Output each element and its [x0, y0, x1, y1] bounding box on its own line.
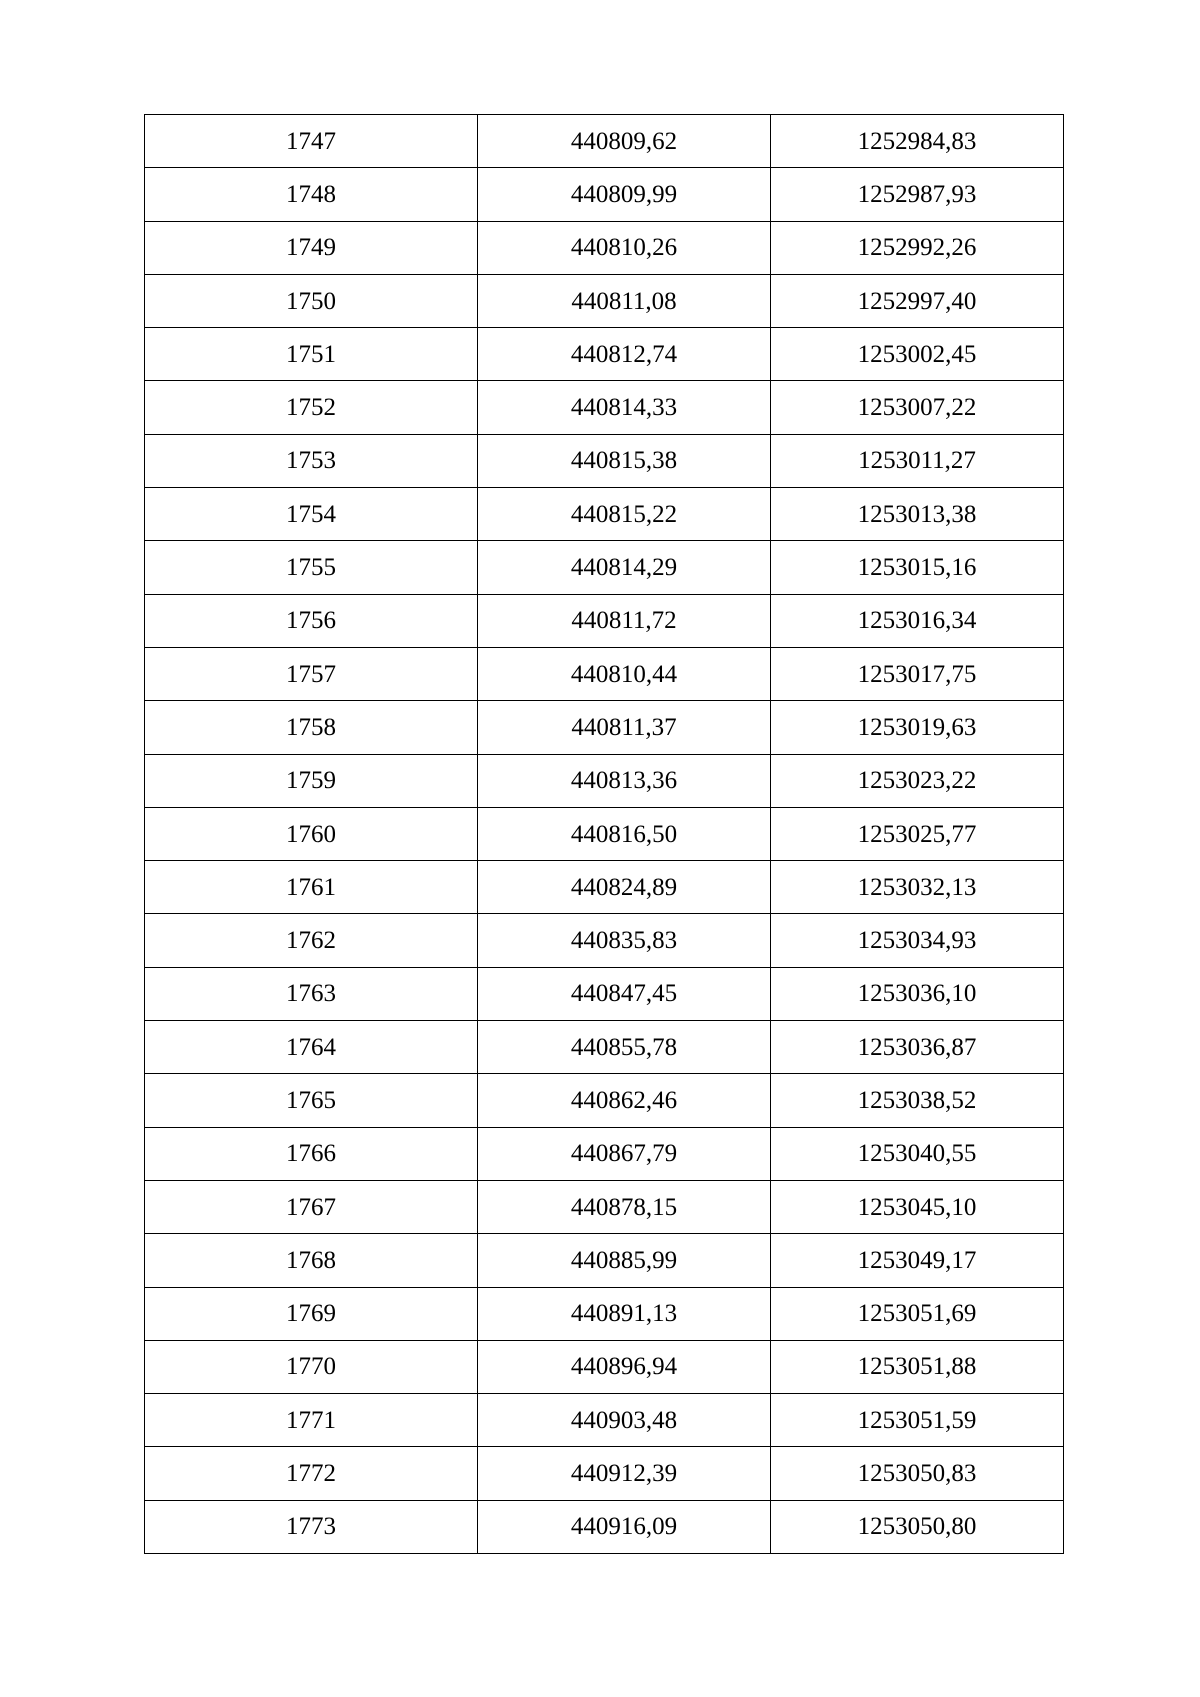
- table-row: [145, 221, 1064, 274]
- x-coordinate-cell: 440916,09: [478, 1500, 771, 1553]
- point-number-cell: 1753: [145, 434, 478, 487]
- x-coordinate-cell: 440816,50: [478, 807, 771, 860]
- point-number-cell: 1769: [145, 1287, 478, 1340]
- table-row: [145, 168, 1064, 221]
- coordinates-table: [144, 114, 1064, 1554]
- table-row: [145, 1021, 1064, 1074]
- x-coordinate-cell: 440814,33: [478, 381, 771, 434]
- point-number-cell: 1754: [145, 488, 478, 541]
- y-coordinate-cell: 1253038,52: [771, 1074, 1064, 1127]
- table-row: [145, 274, 1064, 327]
- point-number-cell: 1750: [145, 274, 478, 327]
- x-coordinate-cell: 440862,46: [478, 1074, 771, 1127]
- point-number-cell: 1752: [145, 381, 478, 434]
- point-number-cell: 1767: [145, 1180, 478, 1233]
- table-row: [145, 914, 1064, 967]
- x-coordinate-cell: 440815,22: [478, 488, 771, 541]
- y-coordinate-cell: 1253002,45: [771, 328, 1064, 381]
- y-coordinate-cell: 1253049,17: [771, 1234, 1064, 1287]
- x-coordinate-cell: 440811,08: [478, 274, 771, 327]
- point-number-cell: 1772: [145, 1447, 478, 1500]
- point-number-cell: 1766: [145, 1127, 478, 1180]
- table-row: [145, 701, 1064, 754]
- table-row: [145, 861, 1064, 914]
- x-coordinate-cell: 440903,48: [478, 1394, 771, 1447]
- y-coordinate-cell: 1253016,34: [771, 594, 1064, 647]
- table-row: [145, 1074, 1064, 1127]
- table-row: [145, 1394, 1064, 1447]
- y-coordinate-cell: 1253013,38: [771, 488, 1064, 541]
- y-coordinate-cell: 1252987,93: [771, 168, 1064, 221]
- x-coordinate-cell: 440912,39: [478, 1447, 771, 1500]
- y-coordinate-cell: 1253019,63: [771, 701, 1064, 754]
- table-row: [145, 594, 1064, 647]
- table-row: [145, 381, 1064, 434]
- point-number-cell: 1773: [145, 1500, 478, 1553]
- point-number-cell: 1759: [145, 754, 478, 807]
- table-row: [145, 328, 1064, 381]
- x-coordinate-cell: 440813,36: [478, 754, 771, 807]
- point-number-cell: 1768: [145, 1234, 478, 1287]
- y-coordinate-cell: 1253051,59: [771, 1394, 1064, 1447]
- x-coordinate-cell: 440814,29: [478, 541, 771, 594]
- table-row: [145, 488, 1064, 541]
- y-coordinate-cell: 1253045,10: [771, 1180, 1064, 1233]
- y-coordinate-cell: 1253034,93: [771, 914, 1064, 967]
- table-row: [145, 807, 1064, 860]
- table-row: [145, 1234, 1064, 1287]
- point-number-cell: 1756: [145, 594, 478, 647]
- point-number-cell: 1761: [145, 861, 478, 914]
- x-coordinate-cell: 440867,79: [478, 1127, 771, 1180]
- x-coordinate-cell: 440891,13: [478, 1287, 771, 1340]
- y-coordinate-cell: 1253036,87: [771, 1021, 1064, 1074]
- y-coordinate-cell: 1252984,83: [771, 115, 1064, 168]
- x-coordinate-cell: 440878,15: [478, 1180, 771, 1233]
- y-coordinate-cell: 1253023,22: [771, 754, 1064, 807]
- point-number-cell: 1763: [145, 967, 478, 1020]
- y-coordinate-cell: 1253050,83: [771, 1447, 1064, 1500]
- table-row: [145, 1180, 1064, 1233]
- x-coordinate-cell: 440855,78: [478, 1021, 771, 1074]
- y-coordinate-cell: 1252992,26: [771, 221, 1064, 274]
- coordinates-table-body: [145, 115, 1064, 1554]
- x-coordinate-cell: 440809,99: [478, 168, 771, 221]
- table-row: [145, 1447, 1064, 1500]
- point-number-cell: 1764: [145, 1021, 478, 1074]
- x-coordinate-cell: 440847,45: [478, 967, 771, 1020]
- y-coordinate-cell: 1253007,22: [771, 381, 1064, 434]
- y-coordinate-cell: 1252997,40: [771, 274, 1064, 327]
- y-coordinate-cell: 1253050,80: [771, 1500, 1064, 1553]
- y-coordinate-cell: 1253011,27: [771, 434, 1064, 487]
- point-number-cell: 1757: [145, 647, 478, 700]
- table-row: [145, 1340, 1064, 1393]
- x-coordinate-cell: 440810,26: [478, 221, 771, 274]
- table-row: [145, 967, 1064, 1020]
- point-number-cell: 1747: [145, 115, 478, 168]
- y-coordinate-cell: 1253032,13: [771, 861, 1064, 914]
- y-coordinate-cell: 1253051,69: [771, 1287, 1064, 1340]
- table-row: [145, 434, 1064, 487]
- x-coordinate-cell: 440835,83: [478, 914, 771, 967]
- x-coordinate-cell: 440885,99: [478, 1234, 771, 1287]
- x-coordinate-cell: 440812,74: [478, 328, 771, 381]
- point-number-cell: 1771: [145, 1394, 478, 1447]
- y-coordinate-cell: 1253017,75: [771, 647, 1064, 700]
- x-coordinate-cell: 440815,38: [478, 434, 771, 487]
- table-row: [145, 647, 1064, 700]
- y-coordinate-cell: 1253051,88: [771, 1340, 1064, 1393]
- point-number-cell: 1765: [145, 1074, 478, 1127]
- point-number-cell: 1760: [145, 807, 478, 860]
- y-coordinate-cell: 1253025,77: [771, 807, 1064, 860]
- x-coordinate-cell: 440896,94: [478, 1340, 771, 1393]
- point-number-cell: 1770: [145, 1340, 478, 1393]
- y-coordinate-cell: 1253036,10: [771, 967, 1064, 1020]
- x-coordinate-cell: 440810,44: [478, 647, 771, 700]
- table-row: [145, 541, 1064, 594]
- point-number-cell: 1755: [145, 541, 478, 594]
- table-row: [145, 1127, 1064, 1180]
- table-row: [145, 115, 1064, 168]
- y-coordinate-cell: 1253015,16: [771, 541, 1064, 594]
- x-coordinate-cell: 440809,62: [478, 115, 771, 168]
- table-row: [145, 1287, 1064, 1340]
- point-number-cell: 1758: [145, 701, 478, 754]
- x-coordinate-cell: 440811,37: [478, 701, 771, 754]
- x-coordinate-cell: 440824,89: [478, 861, 771, 914]
- y-coordinate-cell: 1253040,55: [771, 1127, 1064, 1180]
- table-row: [145, 754, 1064, 807]
- point-number-cell: 1748: [145, 168, 478, 221]
- table-row: [145, 1500, 1064, 1553]
- point-number-cell: 1762: [145, 914, 478, 967]
- x-coordinate-cell: 440811,72: [478, 594, 771, 647]
- point-number-cell: 1749: [145, 221, 478, 274]
- point-number-cell: 1751: [145, 328, 478, 381]
